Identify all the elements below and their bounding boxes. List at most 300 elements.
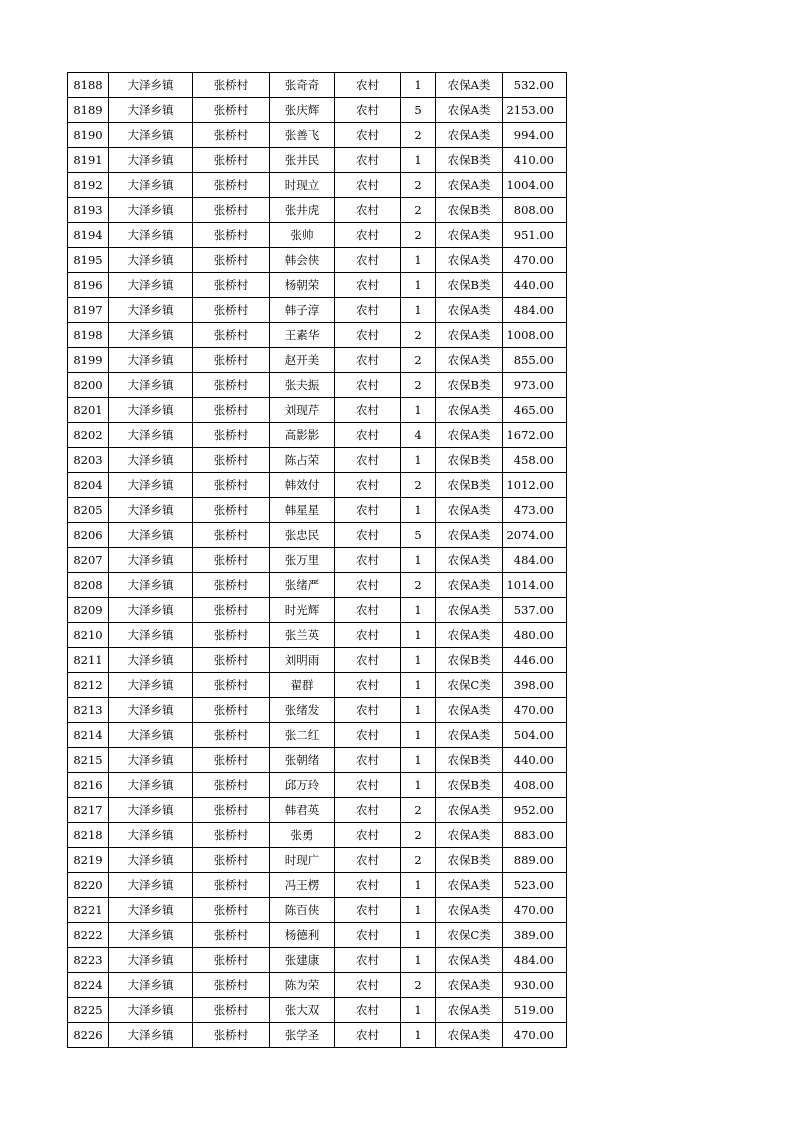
name-cell: 张帅 xyxy=(270,223,335,248)
category-cell: 农保A类 xyxy=(436,798,503,823)
household-type-cell: 农村 xyxy=(335,698,401,723)
village-cell: 张桥村 xyxy=(193,998,270,1023)
record-id-cell: 8203 xyxy=(68,448,109,473)
amount-cell: 1672.00 xyxy=(503,423,567,448)
household-type-cell: 农村 xyxy=(335,373,401,398)
town-cell: 大泽乡镇 xyxy=(109,173,193,198)
town-cell: 大泽乡镇 xyxy=(109,273,193,298)
category-cell: 农保A类 xyxy=(436,248,503,273)
person-count-cell: 2 xyxy=(401,123,436,148)
town-cell: 大泽乡镇 xyxy=(109,323,193,348)
person-count-cell: 4 xyxy=(401,423,436,448)
name-cell: 翟群 xyxy=(270,673,335,698)
table-row xyxy=(68,173,567,198)
amount-cell: 398.00 xyxy=(503,673,567,698)
table-row xyxy=(68,998,567,1023)
person-count-cell: 2 xyxy=(401,198,436,223)
record-id-cell: 8213 xyxy=(68,698,109,723)
name-cell: 高影影 xyxy=(270,423,335,448)
person-count-cell: 1 xyxy=(401,673,436,698)
town-cell: 大泽乡镇 xyxy=(109,973,193,998)
household-type-cell: 农村 xyxy=(335,748,401,773)
village-cell: 张桥村 xyxy=(193,973,270,998)
category-cell: 农保A类 xyxy=(436,873,503,898)
amount-cell: 523.00 xyxy=(503,873,567,898)
table-row xyxy=(68,698,567,723)
town-cell: 大泽乡镇 xyxy=(109,73,193,98)
category-cell: 农保A类 xyxy=(436,398,503,423)
amount-cell: 889.00 xyxy=(503,848,567,873)
household-type-cell: 农村 xyxy=(335,998,401,1023)
person-count-cell: 1 xyxy=(401,498,436,523)
town-cell: 大泽乡镇 xyxy=(109,398,193,423)
household-type-cell: 农村 xyxy=(335,948,401,973)
person-count-cell: 1 xyxy=(401,648,436,673)
village-cell: 张桥村 xyxy=(193,448,270,473)
category-cell: 农保B类 xyxy=(436,273,503,298)
table-row xyxy=(68,473,567,498)
person-count-cell: 1 xyxy=(401,298,436,323)
category-cell: 农保A类 xyxy=(436,998,503,1023)
table-row xyxy=(68,223,567,248)
table-row xyxy=(68,98,567,123)
record-id-cell: 8190 xyxy=(68,123,109,148)
person-count-cell: 1 xyxy=(401,948,436,973)
record-id-cell: 8209 xyxy=(68,598,109,623)
table-row xyxy=(68,298,567,323)
town-cell: 大泽乡镇 xyxy=(109,148,193,173)
name-cell: 张忠民 xyxy=(270,523,335,548)
village-cell: 张桥村 xyxy=(193,823,270,848)
amount-cell: 537.00 xyxy=(503,598,567,623)
household-type-cell: 农村 xyxy=(335,598,401,623)
person-count-cell: 1 xyxy=(401,148,436,173)
village-cell: 张桥村 xyxy=(193,923,270,948)
town-cell: 大泽乡镇 xyxy=(109,698,193,723)
table-row xyxy=(68,923,567,948)
person-count-cell: 2 xyxy=(401,823,436,848)
person-count-cell: 2 xyxy=(401,973,436,998)
name-cell: 时光辉 xyxy=(270,598,335,623)
table-row xyxy=(68,123,567,148)
village-cell: 张桥村 xyxy=(193,198,270,223)
table-row xyxy=(68,523,567,548)
household-type-cell: 农村 xyxy=(335,198,401,223)
category-cell: 农保A类 xyxy=(436,698,503,723)
village-cell: 张桥村 xyxy=(193,498,270,523)
record-id-cell: 8221 xyxy=(68,898,109,923)
person-count-cell: 1 xyxy=(401,923,436,948)
amount-cell: 855.00 xyxy=(503,348,567,373)
category-cell: 农保B类 xyxy=(436,748,503,773)
town-cell: 大泽乡镇 xyxy=(109,673,193,698)
village-cell: 张桥村 xyxy=(193,773,270,798)
person-count-cell: 5 xyxy=(401,98,436,123)
village-cell: 张桥村 xyxy=(193,248,270,273)
record-id-cell: 8196 xyxy=(68,273,109,298)
category-cell: 农保A类 xyxy=(436,973,503,998)
amount-cell: 484.00 xyxy=(503,548,567,573)
name-cell: 刘现芹 xyxy=(270,398,335,423)
table-row xyxy=(68,198,567,223)
amount-cell: 951.00 xyxy=(503,223,567,248)
village-cell: 张桥村 xyxy=(193,523,270,548)
person-count-cell: 2 xyxy=(401,473,436,498)
person-count-cell: 1 xyxy=(401,448,436,473)
household-type-cell: 农村 xyxy=(335,673,401,698)
person-count-cell: 5 xyxy=(401,523,436,548)
household-type-cell: 农村 xyxy=(335,973,401,998)
household-type-cell: 农村 xyxy=(335,248,401,273)
household-type-cell: 农村 xyxy=(335,798,401,823)
name-cell: 杨朝荣 xyxy=(270,273,335,298)
table-row xyxy=(68,948,567,973)
town-cell: 大泽乡镇 xyxy=(109,248,193,273)
table-row xyxy=(68,623,567,648)
table-row xyxy=(68,848,567,873)
name-cell: 邱万玲 xyxy=(270,773,335,798)
table-row xyxy=(68,823,567,848)
category-cell: 农保B类 xyxy=(436,148,503,173)
village-cell: 张桥村 xyxy=(193,1023,270,1048)
table-row xyxy=(68,73,567,98)
amount-cell: 470.00 xyxy=(503,248,567,273)
category-cell: 农保A类 xyxy=(436,123,503,148)
category-cell: 农保A类 xyxy=(436,598,503,623)
town-cell: 大泽乡镇 xyxy=(109,748,193,773)
amount-cell: 808.00 xyxy=(503,198,567,223)
table-row xyxy=(68,1023,567,1048)
household-type-cell: 农村 xyxy=(335,148,401,173)
village-cell: 张桥村 xyxy=(193,723,270,748)
name-cell: 韩君英 xyxy=(270,798,335,823)
record-id-cell: 8204 xyxy=(68,473,109,498)
name-cell: 刘明雨 xyxy=(270,648,335,673)
name-cell: 张学圣 xyxy=(270,1023,335,1048)
person-count-cell: 1 xyxy=(401,773,436,798)
category-cell: 农保A类 xyxy=(436,1023,503,1048)
town-cell: 大泽乡镇 xyxy=(109,923,193,948)
household-type-cell: 农村 xyxy=(335,573,401,598)
person-count-cell: 2 xyxy=(401,798,436,823)
category-cell: 农保B类 xyxy=(436,773,503,798)
name-cell: 陈为荣 xyxy=(270,973,335,998)
household-type-cell: 农村 xyxy=(335,523,401,548)
town-cell: 大泽乡镇 xyxy=(109,948,193,973)
record-id-cell: 8205 xyxy=(68,498,109,523)
name-cell: 张井虎 xyxy=(270,198,335,223)
person-count-cell: 1 xyxy=(401,998,436,1023)
town-cell: 大泽乡镇 xyxy=(109,523,193,548)
category-cell: 农保C类 xyxy=(436,923,503,948)
record-id-cell: 8212 xyxy=(68,673,109,698)
name-cell: 韩会侠 xyxy=(270,248,335,273)
category-cell: 农保B类 xyxy=(436,473,503,498)
amount-cell: 458.00 xyxy=(503,448,567,473)
table-row xyxy=(68,798,567,823)
village-cell: 张桥村 xyxy=(193,573,270,598)
town-cell: 大泽乡镇 xyxy=(109,623,193,648)
household-type-cell: 农村 xyxy=(335,223,401,248)
village-cell: 张桥村 xyxy=(193,98,270,123)
table-row xyxy=(68,548,567,573)
person-count-cell: 1 xyxy=(401,723,436,748)
village-cell: 张桥村 xyxy=(193,473,270,498)
name-cell: 张庆辉 xyxy=(270,98,335,123)
town-cell: 大泽乡镇 xyxy=(109,448,193,473)
person-count-cell: 1 xyxy=(401,398,436,423)
household-type-cell: 农村 xyxy=(335,723,401,748)
name-cell: 张兰英 xyxy=(270,623,335,648)
village-cell: 张桥村 xyxy=(193,798,270,823)
record-id-cell: 8223 xyxy=(68,948,109,973)
amount-cell: 465.00 xyxy=(503,398,567,423)
village-cell: 张桥村 xyxy=(193,148,270,173)
records-table-body xyxy=(68,73,567,1048)
household-type-cell: 农村 xyxy=(335,348,401,373)
person-count-cell: 1 xyxy=(401,698,436,723)
category-cell: 农保B类 xyxy=(436,648,503,673)
record-id-cell: 8222 xyxy=(68,923,109,948)
village-cell: 张桥村 xyxy=(193,848,270,873)
amount-cell: 440.00 xyxy=(503,273,567,298)
name-cell: 张二红 xyxy=(270,723,335,748)
town-cell: 大泽乡镇 xyxy=(109,1023,193,1048)
village-cell: 张桥村 xyxy=(193,423,270,448)
name-cell: 赵开美 xyxy=(270,348,335,373)
category-cell: 农保A类 xyxy=(436,73,503,98)
person-count-cell: 1 xyxy=(401,273,436,298)
amount-cell: 952.00 xyxy=(503,798,567,823)
village-cell: 张桥村 xyxy=(193,948,270,973)
amount-cell: 440.00 xyxy=(503,748,567,773)
record-id-cell: 8226 xyxy=(68,1023,109,1048)
person-count-cell: 1 xyxy=(401,873,436,898)
amount-cell: 994.00 xyxy=(503,123,567,148)
town-cell: 大泽乡镇 xyxy=(109,998,193,1023)
person-count-cell: 1 xyxy=(401,248,436,273)
village-cell: 张桥村 xyxy=(193,698,270,723)
town-cell: 大泽乡镇 xyxy=(109,798,193,823)
amount-cell: 930.00 xyxy=(503,973,567,998)
record-id-cell: 8207 xyxy=(68,548,109,573)
village-cell: 张桥村 xyxy=(193,223,270,248)
person-count-cell: 2 xyxy=(401,323,436,348)
town-cell: 大泽乡镇 xyxy=(109,573,193,598)
village-cell: 张桥村 xyxy=(193,123,270,148)
household-type-cell: 农村 xyxy=(335,98,401,123)
record-id-cell: 8200 xyxy=(68,373,109,398)
amount-cell: 532.00 xyxy=(503,73,567,98)
record-id-cell: 8193 xyxy=(68,198,109,223)
name-cell: 冯王楞 xyxy=(270,873,335,898)
name-cell: 张朝绪 xyxy=(270,748,335,773)
table-row xyxy=(68,448,567,473)
village-cell: 张桥村 xyxy=(193,273,270,298)
town-cell: 大泽乡镇 xyxy=(109,898,193,923)
category-cell: 农保A类 xyxy=(436,573,503,598)
household-type-cell: 农村 xyxy=(335,73,401,98)
table-row xyxy=(68,273,567,298)
table-row xyxy=(68,398,567,423)
table-row xyxy=(68,773,567,798)
town-cell: 大泽乡镇 xyxy=(109,198,193,223)
table-row xyxy=(68,973,567,998)
record-id-cell: 8208 xyxy=(68,573,109,598)
household-type-cell: 农村 xyxy=(335,173,401,198)
village-cell: 张桥村 xyxy=(193,648,270,673)
category-cell: 农保A类 xyxy=(436,423,503,448)
town-cell: 大泽乡镇 xyxy=(109,548,193,573)
table-row xyxy=(68,648,567,673)
town-cell: 大泽乡镇 xyxy=(109,373,193,398)
amount-cell: 470.00 xyxy=(503,898,567,923)
name-cell: 张勇 xyxy=(270,823,335,848)
name-cell: 张大双 xyxy=(270,998,335,1023)
town-cell: 大泽乡镇 xyxy=(109,823,193,848)
name-cell: 时现广 xyxy=(270,848,335,873)
person-count-cell: 1 xyxy=(401,623,436,648)
amount-cell: 470.00 xyxy=(503,1023,567,1048)
table-row xyxy=(68,348,567,373)
record-id-cell: 8188 xyxy=(68,73,109,98)
amount-cell: 973.00 xyxy=(503,373,567,398)
village-cell: 张桥村 xyxy=(193,373,270,398)
household-type-cell: 农村 xyxy=(335,848,401,873)
town-cell: 大泽乡镇 xyxy=(109,98,193,123)
name-cell: 韩子淳 xyxy=(270,298,335,323)
name-cell: 张万里 xyxy=(270,548,335,573)
category-cell: 农保A类 xyxy=(436,623,503,648)
household-type-cell: 农村 xyxy=(335,773,401,798)
town-cell: 大泽乡镇 xyxy=(109,873,193,898)
category-cell: 农保B类 xyxy=(436,198,503,223)
household-type-cell: 农村 xyxy=(335,398,401,423)
name-cell: 杨德利 xyxy=(270,923,335,948)
town-cell: 大泽乡镇 xyxy=(109,648,193,673)
name-cell: 张善飞 xyxy=(270,123,335,148)
table-row xyxy=(68,598,567,623)
category-cell: 农保A类 xyxy=(436,98,503,123)
amount-cell: 1014.00 xyxy=(503,573,567,598)
town-cell: 大泽乡镇 xyxy=(109,298,193,323)
person-count-cell: 1 xyxy=(401,1023,436,1048)
household-type-cell: 农村 xyxy=(335,123,401,148)
name-cell: 张绪发 xyxy=(270,698,335,723)
record-id-cell: 8189 xyxy=(68,98,109,123)
town-cell: 大泽乡镇 xyxy=(109,423,193,448)
person-count-cell: 2 xyxy=(401,173,436,198)
record-id-cell: 8219 xyxy=(68,848,109,873)
record-id-cell: 8192 xyxy=(68,173,109,198)
amount-cell: 883.00 xyxy=(503,823,567,848)
household-type-cell: 农村 xyxy=(335,498,401,523)
category-cell: 农保A类 xyxy=(436,348,503,373)
person-count-cell: 2 xyxy=(401,348,436,373)
record-id-cell: 8215 xyxy=(68,748,109,773)
record-id-cell: 8206 xyxy=(68,523,109,548)
table-row xyxy=(68,898,567,923)
amount-cell: 1012.00 xyxy=(503,473,567,498)
household-type-cell: 农村 xyxy=(335,1023,401,1048)
category-cell: 农保A类 xyxy=(436,723,503,748)
table-row xyxy=(68,148,567,173)
village-cell: 张桥村 xyxy=(193,323,270,348)
record-id-cell: 8201 xyxy=(68,398,109,423)
category-cell: 农保A类 xyxy=(436,298,503,323)
table-row xyxy=(68,723,567,748)
name-cell: 陈百侠 xyxy=(270,898,335,923)
village-cell: 张桥村 xyxy=(193,673,270,698)
household-type-cell: 农村 xyxy=(335,448,401,473)
name-cell: 张井民 xyxy=(270,148,335,173)
village-cell: 张桥村 xyxy=(193,298,270,323)
table-row xyxy=(68,423,567,448)
village-cell: 张桥村 xyxy=(193,548,270,573)
person-count-cell: 1 xyxy=(401,748,436,773)
town-cell: 大泽乡镇 xyxy=(109,123,193,148)
town-cell: 大泽乡镇 xyxy=(109,473,193,498)
record-id-cell: 8217 xyxy=(68,798,109,823)
name-cell: 时现立 xyxy=(270,173,335,198)
table-row xyxy=(68,498,567,523)
category-cell: 农保A类 xyxy=(436,173,503,198)
village-cell: 张桥村 xyxy=(193,898,270,923)
person-count-cell: 2 xyxy=(401,373,436,398)
amount-cell: 473.00 xyxy=(503,498,567,523)
town-cell: 大泽乡镇 xyxy=(109,348,193,373)
town-cell: 大泽乡镇 xyxy=(109,598,193,623)
amount-cell: 2153.00 xyxy=(503,98,567,123)
household-type-cell: 农村 xyxy=(335,648,401,673)
household-type-cell: 农村 xyxy=(335,273,401,298)
person-count-cell: 2 xyxy=(401,223,436,248)
amount-cell: 2074.00 xyxy=(503,523,567,548)
village-cell: 张桥村 xyxy=(193,748,270,773)
village-cell: 张桥村 xyxy=(193,623,270,648)
category-cell: 农保A类 xyxy=(436,548,503,573)
amount-cell: 446.00 xyxy=(503,648,567,673)
category-cell: 农保B类 xyxy=(436,373,503,398)
record-id-cell: 8225 xyxy=(68,998,109,1023)
category-cell: 农保A类 xyxy=(436,823,503,848)
records-table xyxy=(67,72,567,1048)
record-id-cell: 8220 xyxy=(68,873,109,898)
amount-cell: 410.00 xyxy=(503,148,567,173)
household-type-cell: 农村 xyxy=(335,548,401,573)
person-count-cell: 1 xyxy=(401,898,436,923)
village-cell: 张桥村 xyxy=(193,73,270,98)
village-cell: 张桥村 xyxy=(193,398,270,423)
record-id-cell: 8224 xyxy=(68,973,109,998)
amount-cell: 480.00 xyxy=(503,623,567,648)
village-cell: 张桥村 xyxy=(193,873,270,898)
town-cell: 大泽乡镇 xyxy=(109,848,193,873)
category-cell: 农保A类 xyxy=(436,323,503,348)
name-cell: 韩星星 xyxy=(270,498,335,523)
category-cell: 农保A类 xyxy=(436,498,503,523)
record-id-cell: 8216 xyxy=(68,773,109,798)
record-id-cell: 8197 xyxy=(68,298,109,323)
record-id-cell: 8210 xyxy=(68,623,109,648)
table-row xyxy=(68,323,567,348)
amount-cell: 484.00 xyxy=(503,948,567,973)
household-type-cell: 农村 xyxy=(335,623,401,648)
person-count-cell: 1 xyxy=(401,598,436,623)
town-cell: 大泽乡镇 xyxy=(109,723,193,748)
household-type-cell: 农村 xyxy=(335,323,401,348)
amount-cell: 504.00 xyxy=(503,723,567,748)
